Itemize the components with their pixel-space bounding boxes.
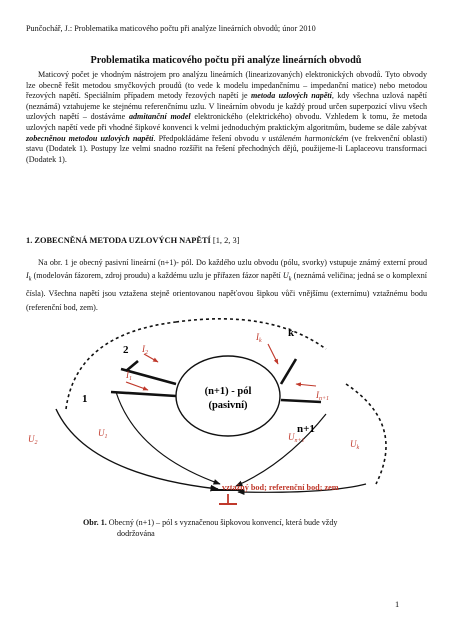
current-arrow-n1 (296, 384, 316, 386)
circuit-diagram (26, 314, 427, 514)
running-head-text: Punčochář, J.: Problematika maticového počtu při analýze lineárních obvodů; únor 2010 (26, 24, 316, 33)
page-number (395, 600, 399, 609)
body-text-2: (modelován fázorem, zdroj proudu) a každému uzlu je přiřazen fázor napětí (31, 271, 283, 281)
terminal-n1-wire (281, 400, 321, 402)
reference-point-label: vztažný bod; referenční bod; zem (222, 483, 339, 492)
emph-steady-state: v ustáleném harmonickém (261, 133, 349, 143)
voltage-label-1: $U_1$ (98, 428, 108, 440)
current-label-n1: $I_{n+1}$ (316, 390, 330, 402)
intro-text-3: elektronického (elektrického) obvodu. Vzhledem k tomu, že metoda uzlových napětí vede při vhodné šipkové konvenci k velmi jednoduchým praktickým algoritmům, budeme se dále zabývat (26, 112, 427, 132)
emph-node-voltage-method: metoda uzlových napětí (250, 91, 332, 101)
section-refs: [1, 2, 3] (212, 236, 240, 245)
figure-caption (83, 518, 383, 539)
section-heading-text: 1. ZOBECNĚNÁ METODA UZLOVÝCH NAPĚTÍ (26, 236, 211, 245)
network-label-line1: (n+1) - pól (204, 386, 252, 397)
current-label-k: $I_k$ (256, 332, 262, 344)
node-k-label: k (288, 327, 295, 339)
terminal-k-wire (281, 359, 296, 384)
node-n1-label: n+1 (297, 423, 315, 435)
voltage-label-n1: $U_{n+1}$ (288, 432, 305, 444)
var-i: I (26, 271, 29, 281)
intro-text-4: . Předpokládáme řešení obvodu (153, 133, 262, 143)
emph-admittance-model: admitanční model (128, 112, 191, 122)
page-title (26, 55, 426, 66)
body-text-1: Na obr. 1 je obecný pasivní lineární (n+1)- pól. Do každého uzlu obvodu (pólu, svorky) vstupuje známý externí proud (38, 258, 427, 267)
node-1-label: 1 (82, 393, 88, 405)
node-2-label: 2 (123, 344, 129, 356)
terminal-1-wire (111, 392, 176, 396)
var-u-sub: k (288, 277, 292, 284)
section-heading (26, 236, 239, 245)
body-text-3: (neznámá veličina; jedná se o komplexní čísla). Všechna napětí jsou vztažena stejně orientovanou napěťovou šipkou vůči vnějšímu (externímu) vztažnému bodu (referenční bod, zem). (26, 271, 427, 312)
current-label-2: $I_2$ (142, 344, 148, 356)
dashed-arc-top (176, 319, 326, 349)
caption-text-2: dodržována (117, 528, 155, 538)
network-label-line2: (pasivní) (208, 400, 248, 411)
caption-text-1: Obecný (n+1) – pól s vyznačenou šipkovou konvencí, která bude vždy (106, 518, 338, 527)
title-text: Problematika maticového počtu při analýze lineárních obvodů (90, 55, 362, 66)
intro-paragraph (26, 70, 427, 165)
running-header (26, 24, 426, 34)
current-arrow-k (268, 344, 278, 364)
dashed-arc-right (346, 384, 386, 484)
current-arrow-1 (126, 382, 148, 390)
body-paragraph (26, 256, 427, 314)
var-u: U (282, 271, 289, 281)
intro-text-5: (ve frekvenční oblasti) stavu (Dodatek 1). Postupy lze velmi snadno rozšířit na řešení přechodných dějů, použijeme-li Laplaceovu transformaci (Dodatek 1). (26, 133, 427, 164)
current-label-1: $I_1$ (126, 370, 132, 382)
voltage-label-k: $U_k$ (350, 439, 360, 451)
voltage-arrow-1 (56, 409, 218, 489)
intro-text-1: Maticový počet je vhodným nástrojem pro analýzu lineárních (linearizovaných) elektronických obvodů. Tyto obvody lze obecně řešit metodou smyčkových proudů (to vede k modelu impedančnímu – impedanční matice) nebo metodou řezových napětí. Speciálním případem metody řezových napětí je (26, 70, 427, 101)
page-number-text: 1 (395, 600, 400, 609)
var-i-sub: k (28, 277, 32, 284)
voltage-label-2: $U_2$ (28, 434, 38, 446)
emph-generalized-method: zobecněnou metodou uzlových napětí (26, 133, 154, 143)
intro-text-2: , kdy všechna uzlová napětí (neznámá) vztahujeme ke stejnému referenčnímu uzlu. V lineárním obvodu je každý proud určen superpozicí vlivu všech uzlových napětí – dostáváme (26, 91, 427, 122)
caption-label: Obr. 1. (83, 518, 107, 527)
